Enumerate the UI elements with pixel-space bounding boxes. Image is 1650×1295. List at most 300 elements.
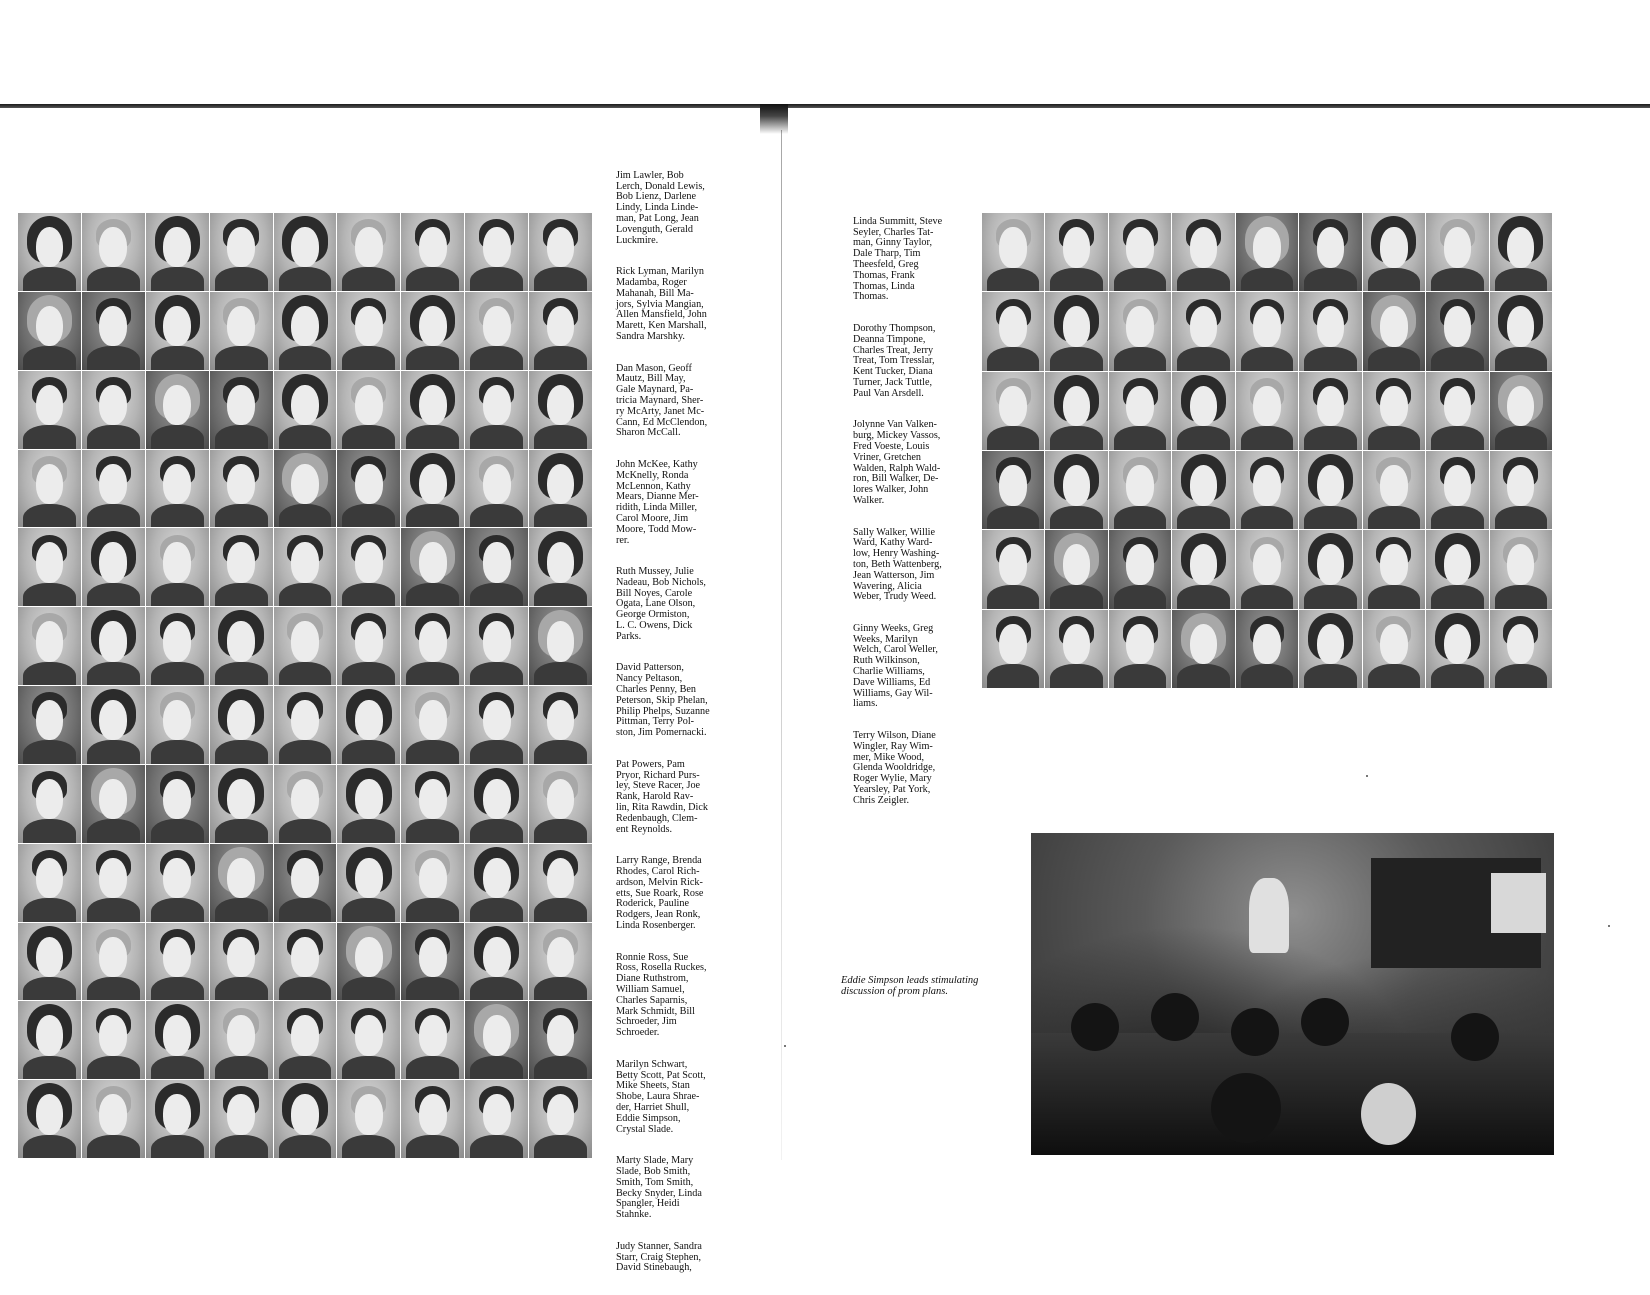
portrait-face bbox=[999, 624, 1026, 665]
portrait-face bbox=[1253, 386, 1280, 427]
portrait-body bbox=[534, 898, 587, 921]
student-portrait bbox=[982, 292, 1044, 370]
student-portrait bbox=[337, 292, 400, 370]
portrait-body bbox=[151, 504, 204, 527]
portrait-face bbox=[419, 937, 447, 977]
student-head bbox=[1231, 1008, 1279, 1056]
portrait-face bbox=[483, 700, 511, 740]
name-block: John McKee, Kathy McKnelly, Ronda McLennon, Kathy Mears, Dianne Mer- ridith, Linda Miller, Carol Moore, Jim Moore, Todd Mow- rer. bbox=[616, 458, 699, 546]
portrait-face bbox=[99, 1015, 127, 1055]
portrait-body bbox=[279, 977, 332, 1000]
portrait-body bbox=[151, 1135, 204, 1158]
portrait-body bbox=[534, 425, 587, 448]
name-block: Pat Powers, Pam Pryor, Richard Purs- ley, Steve Racer, Joe Rank, Harold Rav- lin, Rita Rawdin, Dick Redenbaugh, Clem- ent Reynolds. bbox=[616, 758, 708, 835]
portrait-face bbox=[291, 1015, 319, 1055]
portrait-body bbox=[1241, 268, 1293, 292]
student-portrait bbox=[82, 213, 145, 291]
portrait-face bbox=[1190, 465, 1217, 506]
portrait-body bbox=[87, 662, 140, 685]
portrait-body bbox=[279, 583, 332, 606]
portrait-body bbox=[1368, 347, 1420, 371]
portrait-body bbox=[534, 504, 587, 527]
portrait-body bbox=[87, 819, 140, 842]
student-portrait bbox=[18, 371, 81, 449]
portrait-face bbox=[1380, 624, 1407, 665]
portrait-body bbox=[1177, 347, 1229, 371]
student-portrait bbox=[529, 1080, 592, 1158]
portrait-face bbox=[291, 464, 319, 504]
portrait-face bbox=[419, 542, 447, 582]
portrait-body bbox=[406, 425, 459, 448]
portrait-body bbox=[1050, 585, 1102, 609]
portrait-face bbox=[355, 464, 383, 504]
portrait-face bbox=[483, 227, 511, 267]
student-portrait bbox=[1426, 530, 1488, 608]
portrait-face bbox=[1126, 465, 1153, 506]
portrait-body bbox=[279, 504, 332, 527]
student-portrait bbox=[401, 844, 464, 922]
portrait-face bbox=[1063, 306, 1090, 347]
portrait-body bbox=[23, 267, 76, 290]
student-portrait bbox=[529, 450, 592, 528]
portrait-face bbox=[1317, 227, 1344, 268]
student-portrait bbox=[1363, 530, 1425, 608]
portrait-body bbox=[1114, 347, 1166, 371]
portrait-face bbox=[355, 385, 383, 425]
portrait-face bbox=[547, 700, 575, 740]
student-portrait bbox=[982, 610, 1044, 688]
portrait-face bbox=[99, 227, 127, 267]
portrait-body bbox=[23, 425, 76, 448]
student-portrait bbox=[210, 1001, 273, 1079]
student-portrait bbox=[1045, 213, 1107, 291]
student-portrait bbox=[210, 844, 273, 922]
portrait-body bbox=[342, 267, 395, 290]
student-portrait bbox=[465, 686, 528, 764]
student-portrait bbox=[146, 1001, 209, 1079]
portrait-body bbox=[1177, 664, 1229, 688]
student-portrait bbox=[1045, 451, 1107, 529]
portrait-body bbox=[534, 346, 587, 369]
student-portrait bbox=[401, 450, 464, 528]
portrait-body bbox=[1368, 268, 1420, 292]
student-portrait bbox=[274, 528, 337, 606]
portrait-body bbox=[1050, 347, 1102, 371]
student-portrait bbox=[82, 292, 145, 370]
portrait-face bbox=[419, 700, 447, 740]
portrait-face bbox=[1317, 465, 1344, 506]
portrait-face bbox=[227, 306, 255, 346]
portrait-face bbox=[163, 700, 191, 740]
student-portrait bbox=[337, 765, 400, 843]
portrait-body bbox=[1368, 426, 1420, 450]
portrait-body bbox=[470, 1056, 523, 1079]
portrait-face bbox=[547, 779, 575, 819]
portrait-face bbox=[291, 700, 319, 740]
portrait-body bbox=[406, 898, 459, 921]
portrait-face bbox=[1444, 227, 1471, 268]
portrait-body bbox=[470, 740, 523, 763]
portrait-body bbox=[1241, 585, 1293, 609]
portrait-body bbox=[215, 819, 268, 842]
student-portrait bbox=[210, 213, 273, 291]
portrait-body bbox=[215, 662, 268, 685]
portrait-body bbox=[1114, 426, 1166, 450]
portrait-face bbox=[291, 306, 319, 346]
student-portrait bbox=[274, 450, 337, 528]
portrait-face bbox=[99, 779, 127, 819]
student-portrait bbox=[337, 371, 400, 449]
student-portrait bbox=[146, 1080, 209, 1158]
student-portrait bbox=[1236, 530, 1298, 608]
student-portrait bbox=[274, 844, 337, 922]
portrait-face bbox=[36, 779, 64, 819]
student-portrait bbox=[1490, 530, 1552, 608]
student-portrait bbox=[465, 1001, 528, 1079]
portrait-body bbox=[1368, 506, 1420, 530]
student-portrait bbox=[82, 1080, 145, 1158]
portrait-face bbox=[547, 858, 575, 898]
portrait-face bbox=[1126, 386, 1153, 427]
portrait-face bbox=[1190, 544, 1217, 585]
portrait-face bbox=[1190, 306, 1217, 347]
portrait-body bbox=[534, 740, 587, 763]
student-portrait bbox=[337, 923, 400, 1001]
portrait-face bbox=[36, 1015, 64, 1055]
student-portrait bbox=[337, 844, 400, 922]
portrait-body bbox=[151, 819, 204, 842]
portrait-face bbox=[483, 779, 511, 819]
student-portrait bbox=[337, 213, 400, 291]
student-portrait bbox=[1490, 610, 1552, 688]
student-head bbox=[1451, 1013, 1499, 1061]
portrait-body bbox=[1114, 664, 1166, 688]
portrait-face bbox=[355, 858, 383, 898]
portrait-face bbox=[1444, 306, 1471, 347]
portrait-face bbox=[163, 1015, 191, 1055]
portrait-body bbox=[279, 819, 332, 842]
portrait-body bbox=[342, 583, 395, 606]
portrait-body bbox=[87, 583, 140, 606]
portrait-face bbox=[419, 621, 447, 661]
portrait-body bbox=[534, 819, 587, 842]
book-spine-shadow bbox=[760, 104, 788, 134]
portrait-body bbox=[342, 1135, 395, 1158]
student-head bbox=[1151, 993, 1199, 1041]
page-top-edge bbox=[0, 104, 1650, 108]
portrait-face bbox=[419, 1094, 447, 1134]
portrait-body bbox=[87, 504, 140, 527]
portrait-face bbox=[419, 1015, 447, 1055]
student-portrait bbox=[210, 292, 273, 370]
portrait-face bbox=[163, 621, 191, 661]
student-portrait bbox=[146, 844, 209, 922]
student-portrait bbox=[529, 213, 592, 291]
student-portrait bbox=[18, 450, 81, 528]
student-portrait bbox=[401, 1001, 464, 1079]
portrait-face bbox=[99, 542, 127, 582]
student-portrait bbox=[465, 844, 528, 922]
portrait-body bbox=[23, 346, 76, 369]
portrait-body bbox=[87, 977, 140, 1000]
portrait-body bbox=[534, 583, 587, 606]
portrait-face bbox=[483, 306, 511, 346]
portrait-face bbox=[1063, 544, 1090, 585]
student-portrait bbox=[1109, 213, 1171, 291]
student-portrait bbox=[210, 450, 273, 528]
portrait-face bbox=[163, 227, 191, 267]
portrait-face bbox=[36, 385, 64, 425]
student-portrait bbox=[1363, 292, 1425, 370]
portrait-face bbox=[547, 464, 575, 504]
portrait-face bbox=[227, 1094, 255, 1134]
portrait-face bbox=[36, 700, 64, 740]
student-portrait bbox=[1109, 451, 1171, 529]
portrait-face bbox=[36, 227, 64, 267]
portrait-body bbox=[151, 425, 204, 448]
portrait-face bbox=[419, 227, 447, 267]
student-portrait bbox=[274, 213, 337, 291]
portrait-body bbox=[1495, 268, 1547, 292]
portrait-body bbox=[406, 346, 459, 369]
portrait-body bbox=[470, 425, 523, 448]
portrait-face bbox=[419, 306, 447, 346]
student-portrait bbox=[401, 607, 464, 685]
portrait-face bbox=[291, 621, 319, 661]
student-portrait bbox=[982, 372, 1044, 450]
portrait-body bbox=[987, 426, 1039, 450]
classroom-photo bbox=[1031, 833, 1554, 1155]
student-portrait bbox=[18, 686, 81, 764]
portrait-face bbox=[1444, 465, 1471, 506]
portrait-face bbox=[1507, 624, 1534, 665]
student-portrait bbox=[210, 686, 273, 764]
portrait-body bbox=[1431, 426, 1483, 450]
portrait-face bbox=[36, 621, 64, 661]
name-block: Ronnie Ross, Sue Ross, Rosella Ruckes, Diane Ruthstrom, William Samuel, Charles Saparnis, Mark Schmidt, Bill Schroeder, Jim Schroeder. bbox=[616, 951, 707, 1039]
student-portrait bbox=[146, 607, 209, 685]
portrait-face bbox=[547, 937, 575, 977]
portrait-body bbox=[23, 583, 76, 606]
student-portrait bbox=[1045, 372, 1107, 450]
portrait-body bbox=[1495, 585, 1547, 609]
portrait-body bbox=[406, 977, 459, 1000]
portrait-body bbox=[151, 583, 204, 606]
portrait-face bbox=[99, 621, 127, 661]
student-portrait bbox=[337, 528, 400, 606]
portrait-body bbox=[1241, 664, 1293, 688]
portrait-body bbox=[1304, 664, 1356, 688]
portrait-face bbox=[355, 1094, 383, 1134]
portrait-face bbox=[1063, 465, 1090, 506]
portrait-face bbox=[36, 937, 64, 977]
portrait-face bbox=[355, 306, 383, 346]
student-portrait bbox=[1236, 610, 1298, 688]
portrait-face bbox=[1253, 624, 1280, 665]
portrait-face bbox=[163, 464, 191, 504]
student-portrait bbox=[1236, 372, 1298, 450]
portrait-body bbox=[1304, 426, 1356, 450]
name-block: Judy Stanner, Sandra Starr, Craig Stephen, David Stinebaugh, bbox=[616, 1240, 702, 1274]
portrait-body bbox=[470, 977, 523, 1000]
portrait-body bbox=[987, 506, 1039, 530]
portrait-face bbox=[163, 542, 191, 582]
portrait-face bbox=[1507, 544, 1534, 585]
portrait-face bbox=[1507, 465, 1534, 506]
portrait-body bbox=[215, 898, 268, 921]
portrait-face bbox=[1063, 227, 1090, 268]
student-portrait bbox=[1172, 530, 1234, 608]
portrait-face bbox=[227, 621, 255, 661]
portrait-face bbox=[483, 385, 511, 425]
portrait-body bbox=[23, 898, 76, 921]
portrait-body bbox=[1495, 506, 1547, 530]
portrait-face bbox=[999, 544, 1026, 585]
portrait-body bbox=[151, 898, 204, 921]
portrait-body bbox=[987, 268, 1039, 292]
portrait-body bbox=[1304, 585, 1356, 609]
portrait-face bbox=[1063, 624, 1090, 665]
student-portrait bbox=[1299, 610, 1361, 688]
portrait-face bbox=[355, 621, 383, 661]
portrait-body bbox=[23, 977, 76, 1000]
student-head bbox=[1211, 1073, 1281, 1143]
name-block: Linda Summitt, Steve Seyler, Charles Tat- man, Ginny Taylor, Dale Tharp, Tim Theesfeld, Greg Thomas, Frank Thomas, Linda Thomas. bbox=[853, 215, 943, 303]
portrait-face bbox=[1380, 306, 1407, 347]
student-portrait bbox=[18, 213, 81, 291]
portrait-body bbox=[534, 977, 587, 1000]
portrait-face bbox=[1253, 227, 1280, 268]
portrait-body bbox=[406, 740, 459, 763]
portrait-face bbox=[1507, 386, 1534, 427]
portrait-face bbox=[1126, 544, 1153, 585]
portrait-face bbox=[36, 542, 64, 582]
portrait-body bbox=[1177, 426, 1229, 450]
portrait-body bbox=[279, 425, 332, 448]
student-portrait bbox=[1172, 292, 1234, 370]
portrait-face bbox=[1253, 544, 1280, 585]
portrait-body bbox=[215, 1135, 268, 1158]
student-portrait bbox=[1109, 530, 1171, 608]
student-portrait bbox=[529, 607, 592, 685]
student-portrait bbox=[401, 213, 464, 291]
student-portrait bbox=[465, 607, 528, 685]
portrait-body bbox=[215, 425, 268, 448]
portrait-face bbox=[483, 1094, 511, 1134]
student-portrait bbox=[1172, 451, 1234, 529]
portrait-body bbox=[987, 664, 1039, 688]
portrait-face bbox=[1317, 624, 1344, 665]
portrait-body bbox=[342, 425, 395, 448]
student-portrait bbox=[1426, 372, 1488, 450]
portrait-face bbox=[1317, 544, 1344, 585]
portrait-face bbox=[355, 227, 383, 267]
portrait-body bbox=[279, 1135, 332, 1158]
portrait-body bbox=[470, 819, 523, 842]
student-portrait bbox=[274, 607, 337, 685]
student-portrait bbox=[529, 765, 592, 843]
portrait-body bbox=[279, 740, 332, 763]
portrait-body bbox=[87, 425, 140, 448]
student-face bbox=[1361, 1083, 1416, 1145]
portrait-face bbox=[99, 385, 127, 425]
student-portrait bbox=[146, 686, 209, 764]
portrait-face bbox=[419, 385, 447, 425]
name-block: Terry Wilson, Diane Wingler, Ray Wim- mer, Mike Wood, Glenda Wooldridge, Roger Wylie, Mary Yearsley, Pat York, Chris Zeigler. bbox=[853, 730, 936, 806]
student-portrait bbox=[82, 765, 145, 843]
portrait-face bbox=[291, 779, 319, 819]
student-portrait bbox=[210, 765, 273, 843]
portrait-body bbox=[470, 504, 523, 527]
student-portrait bbox=[1299, 372, 1361, 450]
portrait-face bbox=[1444, 624, 1471, 665]
right-portrait-grid bbox=[982, 213, 1552, 688]
portrait-body bbox=[1114, 585, 1166, 609]
student-portrait bbox=[1172, 372, 1234, 450]
name-block: Ruth Mussey, Julie Nadeau, Bob Nichols, Bill Noyes, Carole Ogata, Lane Olson, George Ormiston, L. C. Owens, Dick Parks. bbox=[616, 566, 706, 642]
portrait-face bbox=[483, 858, 511, 898]
student-portrait bbox=[146, 528, 209, 606]
student-portrait bbox=[1363, 610, 1425, 688]
portrait-body bbox=[1431, 347, 1483, 371]
portrait-body bbox=[151, 346, 204, 369]
student-portrait bbox=[146, 923, 209, 1001]
portrait-face bbox=[419, 779, 447, 819]
portrait-face bbox=[227, 227, 255, 267]
portrait-face bbox=[547, 542, 575, 582]
student-portrait bbox=[18, 292, 81, 370]
portrait-body bbox=[215, 583, 268, 606]
portrait-body bbox=[342, 1056, 395, 1079]
student-portrait bbox=[529, 371, 592, 449]
portrait-face bbox=[291, 542, 319, 582]
student-portrait bbox=[1045, 610, 1107, 688]
portrait-body bbox=[279, 346, 332, 369]
portrait-face bbox=[1380, 544, 1407, 585]
portrait-body bbox=[470, 1135, 523, 1158]
portrait-body bbox=[534, 1135, 587, 1158]
portrait-body bbox=[534, 1056, 587, 1079]
name-block: Marty Slade, Mary Slade, Bob Smith, Smith, Tom Smith, Becky Snyder, Linda Spangler, Heidi Stahnke. bbox=[616, 1155, 702, 1221]
book-gutter bbox=[781, 130, 782, 1160]
portrait-body bbox=[987, 585, 1039, 609]
portrait-body bbox=[215, 977, 268, 1000]
portrait-face bbox=[1507, 227, 1534, 268]
portrait-body bbox=[87, 1056, 140, 1079]
student-portrait bbox=[18, 607, 81, 685]
student-portrait bbox=[1426, 451, 1488, 529]
student-portrait bbox=[210, 528, 273, 606]
portrait-body bbox=[87, 1135, 140, 1158]
student-portrait bbox=[401, 923, 464, 1001]
student-portrait bbox=[274, 371, 337, 449]
portrait-face bbox=[1380, 227, 1407, 268]
portrait-face bbox=[36, 1094, 64, 1134]
portrait-face bbox=[547, 1094, 575, 1134]
portrait-face bbox=[99, 306, 127, 346]
student-portrait bbox=[1363, 213, 1425, 291]
portrait-face bbox=[1444, 386, 1471, 427]
portrait-face bbox=[1507, 306, 1534, 347]
portrait-face bbox=[163, 306, 191, 346]
student-portrait bbox=[337, 450, 400, 528]
student-portrait bbox=[82, 528, 145, 606]
portrait-face bbox=[36, 858, 64, 898]
student-portrait bbox=[1299, 451, 1361, 529]
name-block: Jolynne Van Valken- burg, Mickey Vassos, Fred Voeste, Louis Vriner, Gretchen Walden, Ralph Wald- ron, Bill Walker, De- lores Walker, John Walker. bbox=[853, 419, 941, 506]
student-portrait bbox=[18, 1001, 81, 1079]
student-portrait bbox=[529, 923, 592, 1001]
